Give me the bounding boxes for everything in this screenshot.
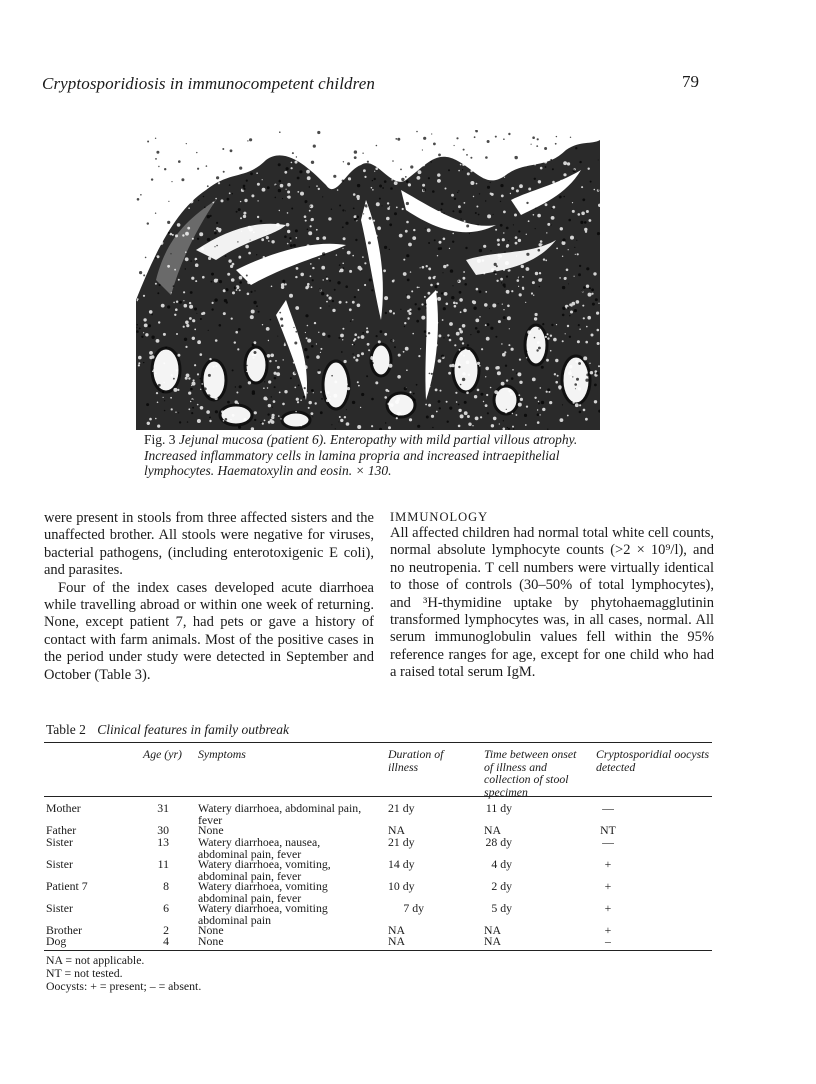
table-cell-person: Mother <box>46 801 81 815</box>
table-cell-age: 6 <box>163 901 169 915</box>
table-cell-person: Brother <box>46 923 83 937</box>
figure-caption-text: Jejunal mucosa (patient 6). Enteropathy with mild partial villous atrophy. Increased inflammatory cells in lamina propria and increased intraepithelial lymphocytes. Haematoxylin and eosin. × 130. <box>144 432 578 478</box>
table-note: NA = not applicable. <box>46 953 145 967</box>
table-cell-duration: NA <box>388 823 406 837</box>
table-cell-time: NA <box>484 823 502 837</box>
column-header-duration: Duration of illness <box>388 747 444 774</box>
table-cell-symptoms: Watery diarrhoea, abdominal pain, fever <box>198 801 362 827</box>
table-cell-age: 2 <box>163 923 169 937</box>
table-cell-oocysts: NT <box>600 823 616 837</box>
table-cell-age: 13 <box>157 835 169 849</box>
table-note: Oocysts: + = present; – = absent. <box>46 979 202 993</box>
column-header-symptoms: Symptoms <box>198 747 246 761</box>
page-number: 79 <box>682 72 699 91</box>
table-header-rule <box>44 796 712 797</box>
table-cell-person: Dog <box>46 934 67 948</box>
table-cell-time: NA <box>484 934 502 948</box>
table-cell-time: 4 dy <box>491 857 512 871</box>
table-cell-age: 31 <box>157 801 169 815</box>
section-heading: IMMUNOLOGY <box>390 510 489 524</box>
table-cell-symptoms: Watery diarrhoea, vomiting abdominal pain, fever <box>198 879 328 905</box>
table-cell-symptoms: Watery diarrhoea, vomiting, abdominal pain, fever <box>198 857 331 883</box>
table-cell-age: 11 <box>157 857 169 871</box>
table-cell-symptoms: Watery diarrhoea, vomiting abdominal pain <box>198 901 328 927</box>
column-header-time: Time between onset of illness and collection of stool specimen <box>484 747 577 799</box>
running-title: Cryptosporidiosis in immunocompetent children <box>42 74 375 93</box>
table-cell-time: 2 dy <box>491 879 512 893</box>
table-note: NT = not tested. <box>46 966 123 980</box>
table-cell-time: 11 dy <box>485 801 512 815</box>
table-cell-time: 5 dy <box>491 901 512 915</box>
paragraph: All affected children had normal total white cell counts, normal absolute lymphocyte counts (>2 × 10⁹/l), and no neutropenia. T cell numbers were virtually identical to those of controls (30–50% of total lymphocytes), and ³H-thymidine uptake by phytohaemagglutinin transformed lymphocytes was, in all cases, normal. All serum immunoglobulin values fell within the 95% reference ranges for age, except for one child who had a raised total serum IgM. <box>390 525 714 681</box>
right-column <box>390 510 714 682</box>
micrograph-image <box>136 130 600 430</box>
table-notes <box>46 954 201 993</box>
table-cell-age: 8 <box>163 879 169 893</box>
table-cell-time: NA <box>484 923 502 937</box>
table-cell-age: 30 <box>157 823 169 837</box>
table-cell-duration: NA <box>388 934 406 948</box>
paragraph: Four of the index cases developed acute diarrhoea while travelling abroad or within one week of returning. None, except patient 7, had pets or gave a history of contact with farm animals. Most of the positive cases in the period under study were detected in September and October (Table 3). <box>44 579 374 683</box>
table-cell-person: Patient 7 <box>46 879 88 893</box>
table-cell-symptoms: None <box>198 934 224 948</box>
table-bottom-rule <box>44 950 712 951</box>
table-cell-duration: 10 dy <box>388 879 415 893</box>
column-header-oocysts: Cryptosporidial oocysts detected <box>596 747 710 774</box>
table-cell-symptoms: None <box>198 823 224 837</box>
table-top-rule <box>44 742 712 743</box>
table-cell-oocysts: + <box>604 879 612 893</box>
table-cell-oocysts: + <box>604 857 612 871</box>
figure-label: Fig. 3 <box>144 432 176 447</box>
table-label: Table 2 <box>46 722 86 737</box>
table-cell-oocysts: – <box>605 934 611 948</box>
table-cell-oocysts: + <box>604 923 612 937</box>
table-cell-person: Sister <box>46 857 73 871</box>
table-cell-symptoms: None <box>198 923 224 937</box>
table-caption <box>46 722 289 738</box>
table-cell-duration: 14 dy <box>388 857 415 871</box>
table-title: Clinical features in family outbreak <box>97 722 290 737</box>
table-cell-person: Sister <box>46 901 73 915</box>
table-cell-duration: 7 dy <box>403 901 424 915</box>
table-cell-oocysts: — <box>602 801 614 815</box>
table-cell-duration: 21 dy <box>388 801 415 815</box>
table-cell-duration: NA <box>388 923 406 937</box>
table-cell-duration: 21 dy <box>388 835 415 849</box>
left-column <box>44 510 374 684</box>
table-cell-person: Sister <box>46 835 73 849</box>
table-cell-person: Father <box>46 823 77 837</box>
table-cell-oocysts: + <box>604 901 612 915</box>
table-cell-symptoms: Watery diarrhoea, nausea, abdominal pain, fever <box>198 835 321 861</box>
table-cell-oocysts: — <box>602 835 614 849</box>
table-cell-time: 28 dy <box>485 835 512 849</box>
figure-caption <box>144 432 614 479</box>
paragraph: were present in stools from three affected sisters and the unaffected brother. All stools were negative for viruses, bacterial pathogens, (including enterotoxigenic E coli), and parasites. <box>44 510 374 579</box>
column-header-age: Age (yr) <box>143 747 182 761</box>
table-cell-age: 4 <box>163 934 169 948</box>
